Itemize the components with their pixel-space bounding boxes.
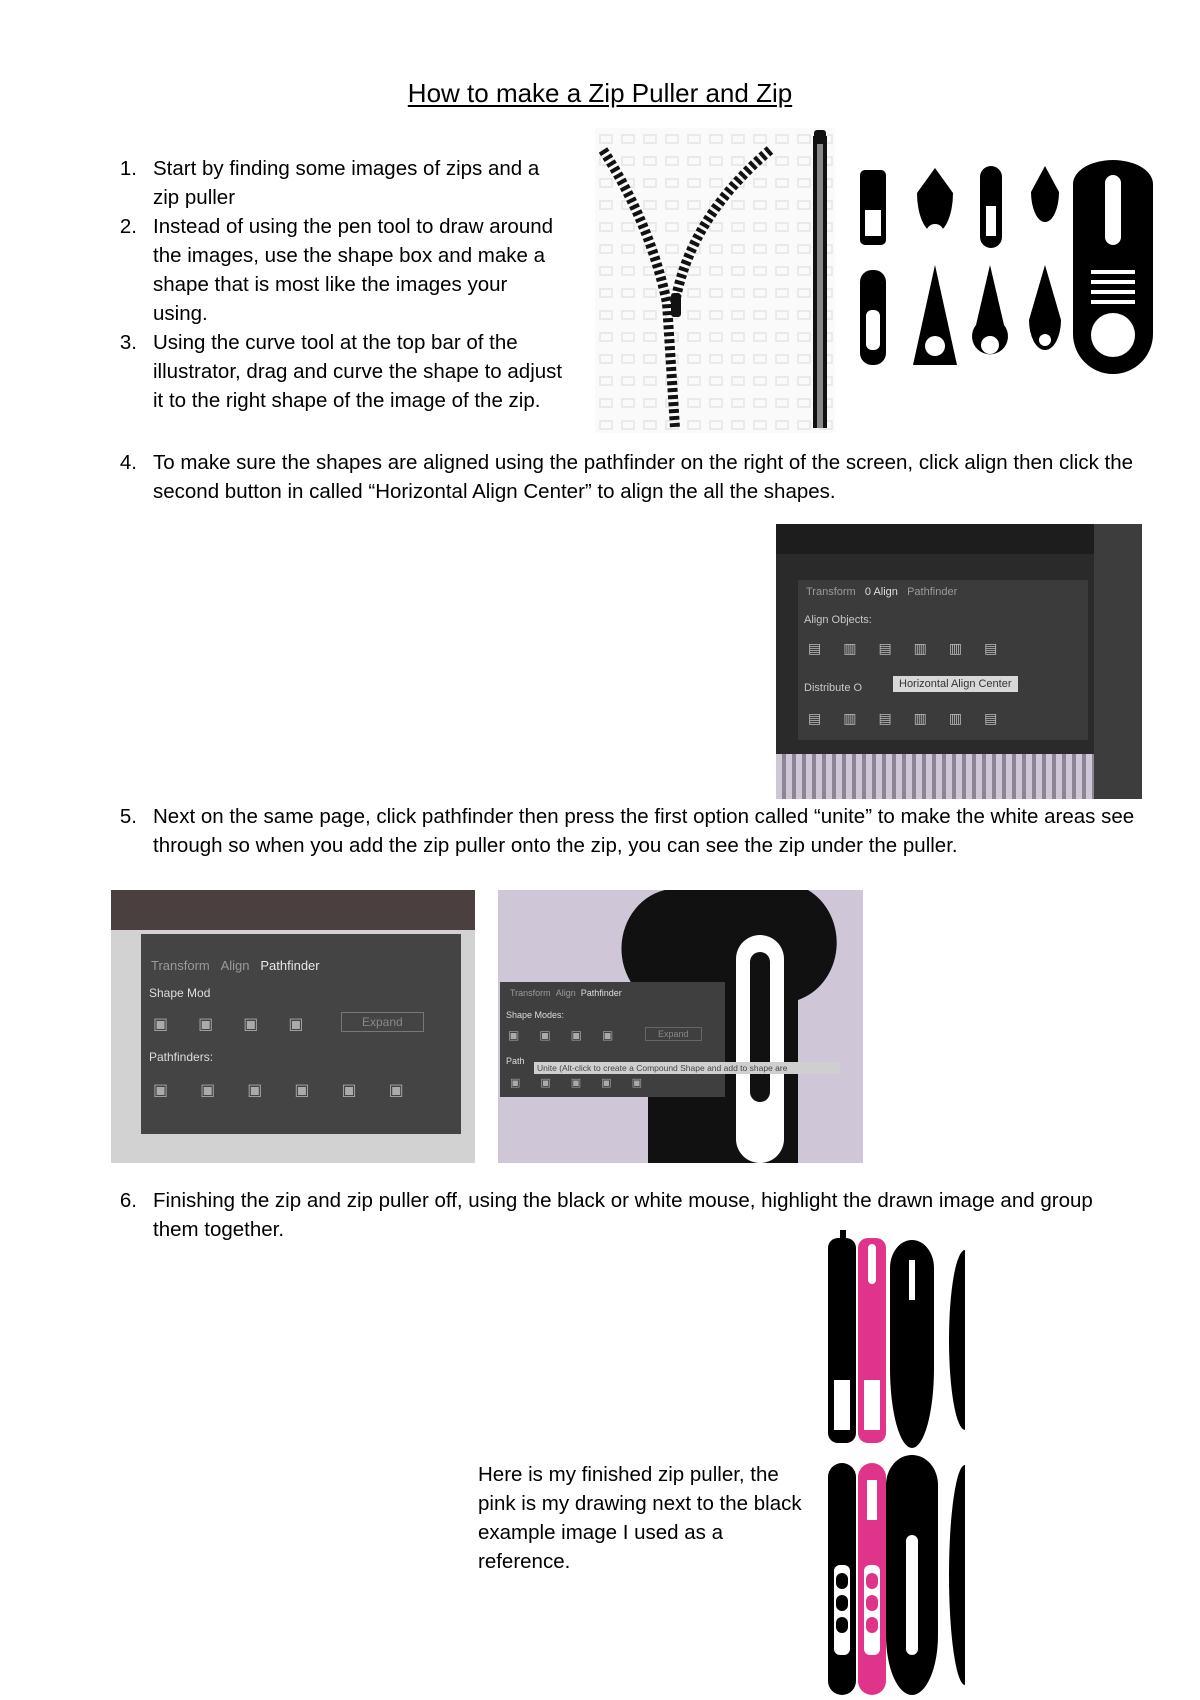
zip-puller-reference-image: [855, 160, 1155, 380]
section-distribute: Distribute O: [804, 682, 863, 694]
tab-pathfinder[interactable]: Pathfinder: [907, 586, 958, 598]
section-align-objects: Align Objects:: [804, 614, 872, 626]
finished-caption: Here is my finished zip puller, the pink is my drawing next to the black example image I used as a reference.: [478, 1463, 802, 1573]
section-shape-modes: Shape Mod: [149, 986, 211, 1000]
unite-tooltip-photo: [498, 890, 863, 1163]
finished-zip-puller-image: [820, 1230, 965, 1695]
shape-mode-buttons[interactable]: ▣▣▣▣: [153, 1016, 334, 1033]
step-text: Next on the same page, click pathfinder then press the first option called “unite” to make the white areas see through so when you add the zip puller onto the zip, you can see the zip under the puller.: [153, 805, 1135, 857]
tab-align[interactable]: Align: [555, 988, 576, 998]
expand-button[interactable]: Expand: [645, 1027, 702, 1041]
pathfinder-buttons[interactable]: ▣▣▣▣▣: [510, 1077, 662, 1089]
tab-pathfinder[interactable]: Pathfinder: [260, 958, 320, 973]
step-text: To make sure the shapes are aligned using the pathfinder on the right of the screen, click align then click the second button in called “Horizontal Align Center” to align the all the shapes.: [153, 451, 1134, 503]
tab-transform[interactable]: Transform: [806, 586, 856, 598]
shape-mode-buttons[interactable]: ▣▣▣▣: [508, 1028, 634, 1042]
tab-pathfinder[interactable]: Pathfinder: [580, 988, 622, 998]
pathfinder-panel-photo: [111, 890, 475, 1163]
section-pathfinders: Pathfinders:: [149, 1050, 214, 1064]
align-buttons-row[interactable]: ▤▥▤▥▥▤: [808, 640, 1020, 656]
step-number: 1.: [119, 157, 137, 180]
step-text: Finishing the zip and zip puller off, using the black or white mouse, highlight the drawn image and group them together.: [153, 1189, 1093, 1241]
tab-align[interactable]: Align: [220, 958, 250, 973]
step-number: 2.: [119, 215, 137, 238]
step-text: Instead of using the pen tool to draw around the images, use the shape box and make a shape that is most like the images your using.: [153, 215, 554, 325]
step-number: 4.: [119, 451, 137, 474]
step-number: 5.: [119, 805, 137, 828]
pathfinder-buttons[interactable]: ▣▣▣▣▣▣: [153, 1082, 436, 1099]
step-number: 3.: [119, 331, 137, 354]
tab-align[interactable]: 0 Align: [864, 586, 898, 598]
section-path: Path: [506, 1056, 525, 1066]
step-text: Start by finding some images of zips and a zip puller: [153, 157, 540, 209]
tab-transform[interactable]: Transform: [510, 988, 551, 998]
page-title: How to make a Zip Puller and Zip: [407, 78, 793, 108]
step-number: 6.: [119, 1189, 137, 1212]
tab-transform[interactable]: Transform: [151, 958, 210, 973]
section-shape-modes: Shape Modes:: [506, 1010, 565, 1020]
step-text: Using the curve tool at the top bar of the illustrator, drag and curve the shape to adjust it to the right shape of the image of the zip.: [153, 331, 563, 412]
tooltip: Horizontal Align Center: [893, 676, 1018, 692]
distribute-buttons-row[interactable]: ▤▥▤▥▥▤: [808, 710, 1020, 726]
zip-reference-image: [595, 128, 835, 433]
align-panel-photo: [776, 524, 1142, 799]
tooltip: Unite (Alt-click to create a Compound Shape and add to shape are: [534, 1062, 840, 1074]
expand-button[interactable]: Expand: [341, 1012, 424, 1032]
